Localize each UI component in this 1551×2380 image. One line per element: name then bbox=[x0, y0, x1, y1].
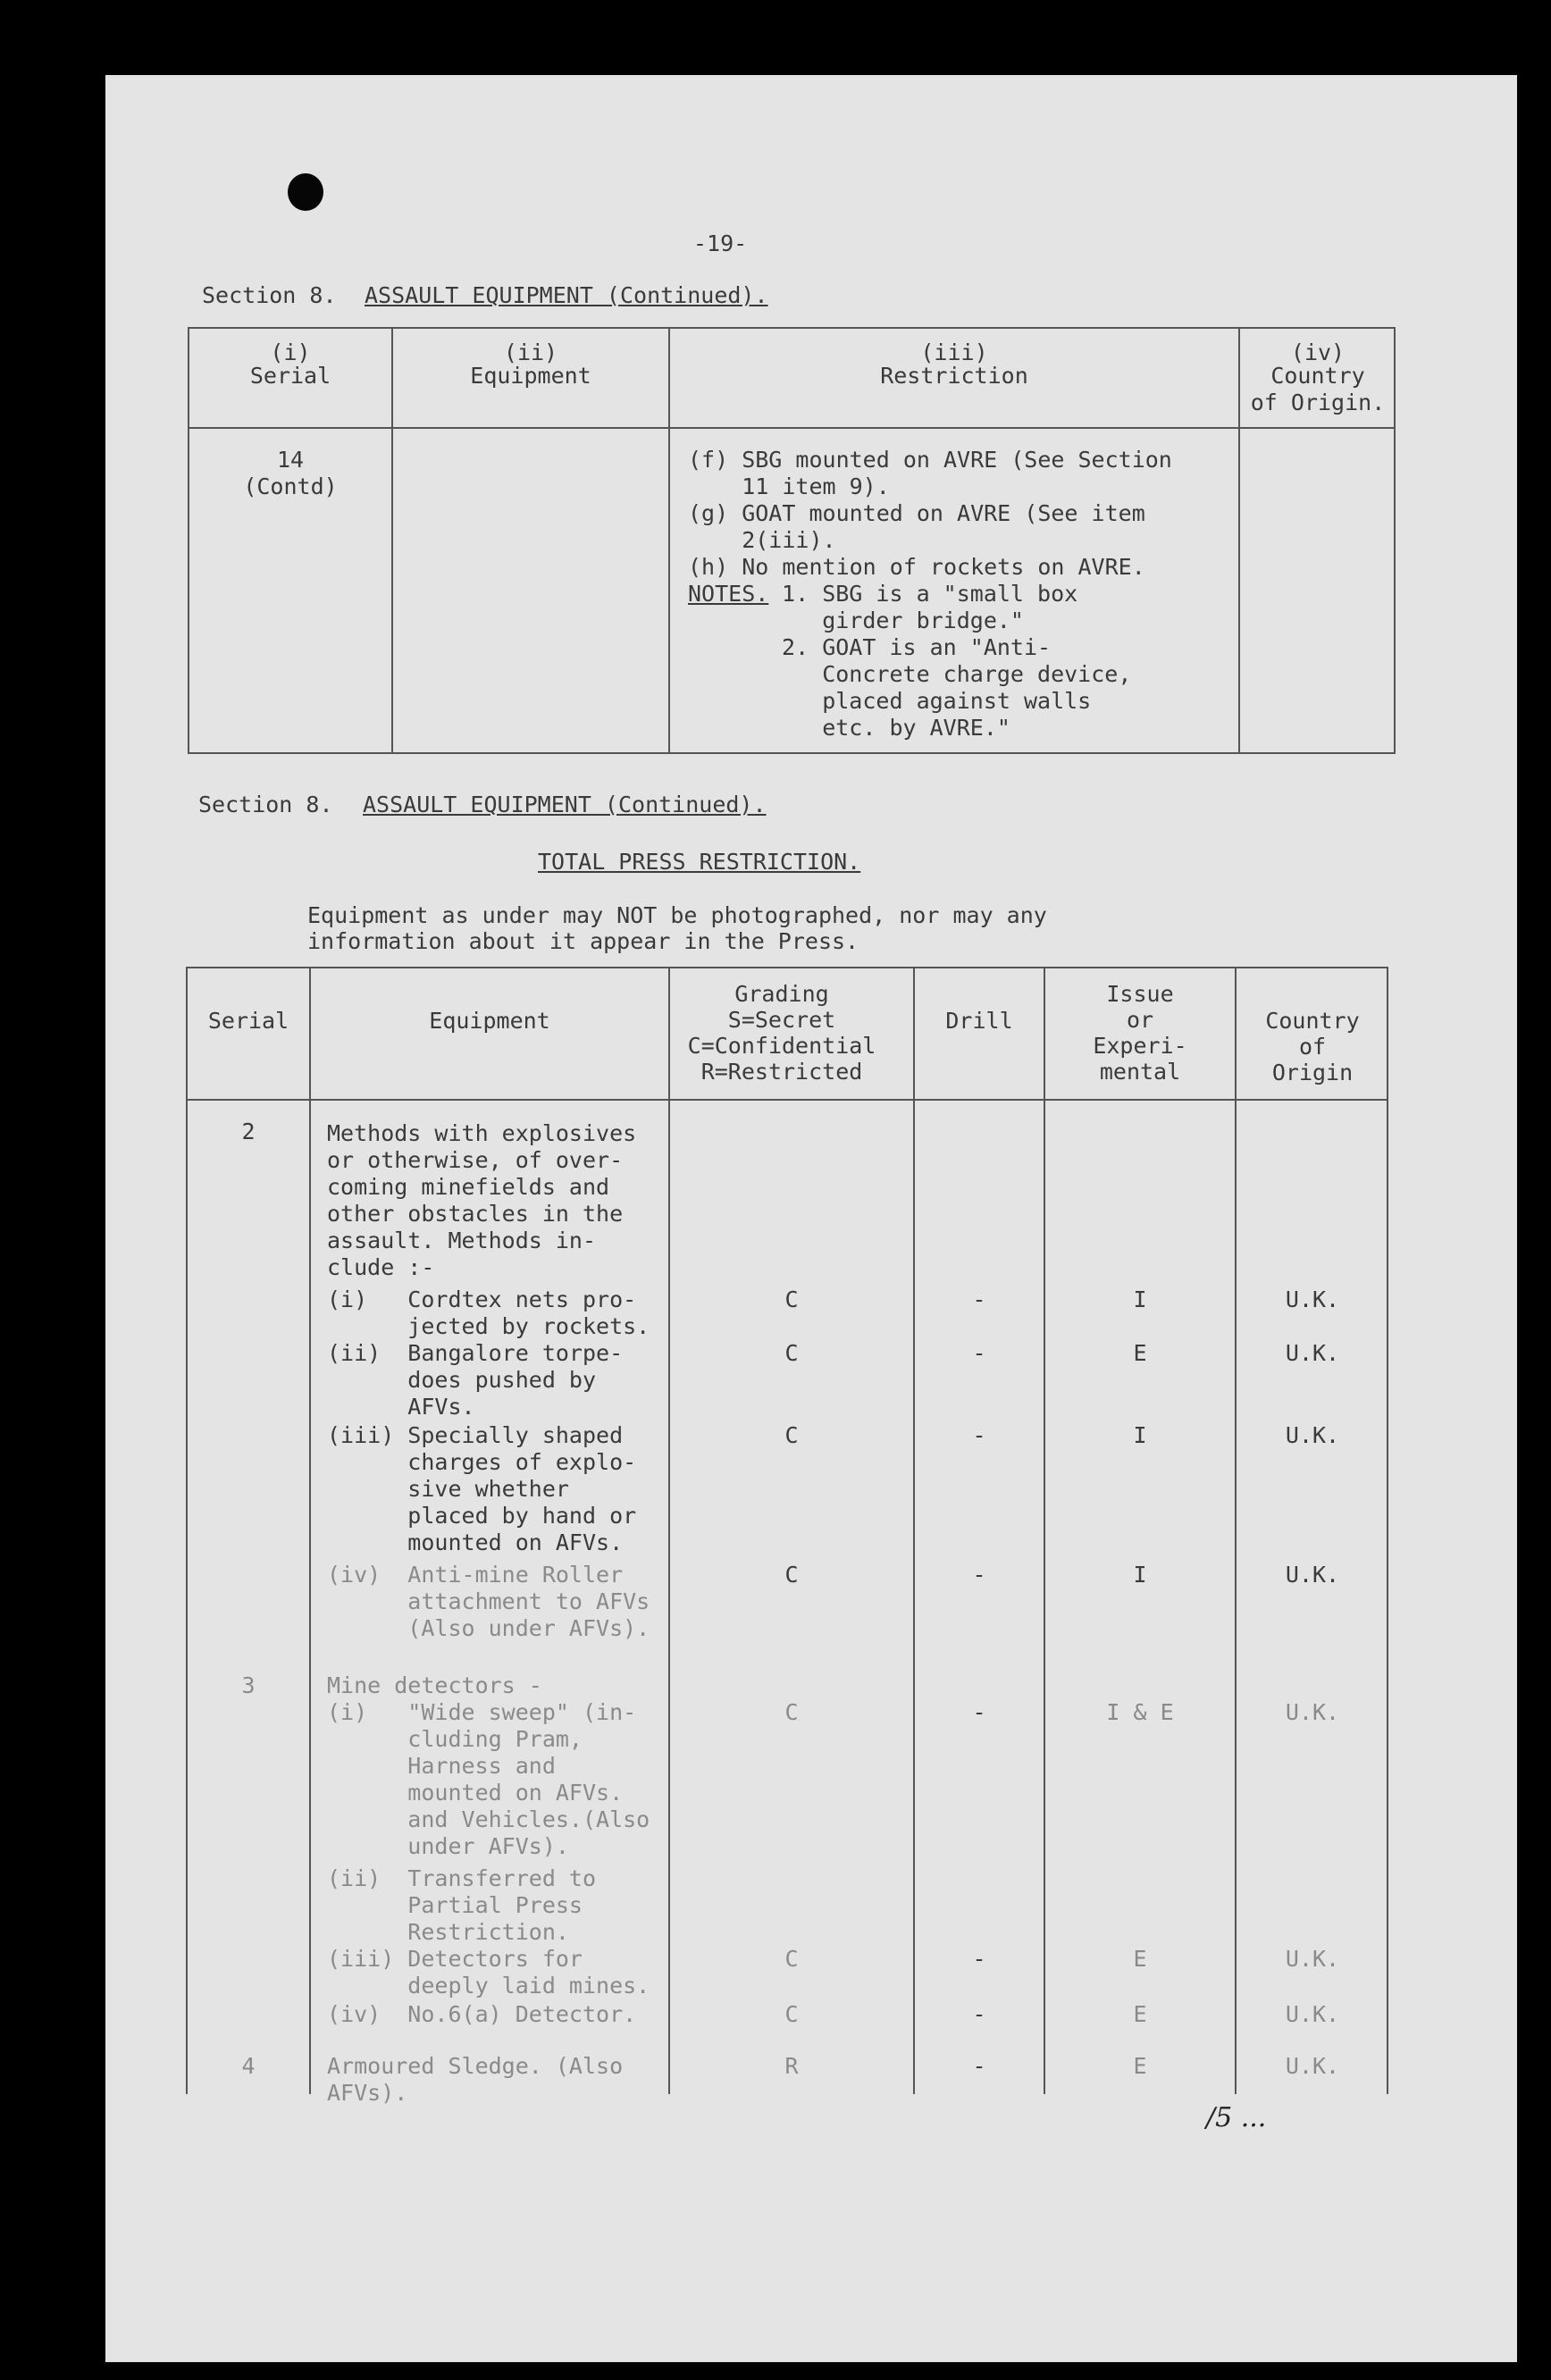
col-header-serial: Serial bbox=[207, 1008, 289, 1034]
issue-cell: I bbox=[1133, 1422, 1147, 1448]
col-num: (iii) bbox=[920, 339, 988, 365]
grading-cell: C bbox=[784, 1946, 799, 1972]
country-cell: U.K. bbox=[1285, 1562, 1340, 1588]
section-title: ASSAULT EQUIPMENT (Continued). bbox=[365, 282, 768, 308]
equipment-text: Methods with explosives or otherwise, of over- coming minefields and other obstacles in the assault. Methods in- clude :- bbox=[327, 1120, 637, 1280]
column-divider bbox=[668, 327, 670, 754]
country-cell: U.K. bbox=[1285, 1699, 1340, 1725]
column-divider bbox=[309, 967, 311, 2094]
header-divider bbox=[186, 1099, 1388, 1101]
col-num: (i) bbox=[270, 339, 311, 365]
page-number: -19- bbox=[693, 230, 748, 256]
drill-cell: - bbox=[972, 1946, 986, 1972]
section-subtitle: TOTAL PRESS RESTRICTION. bbox=[538, 849, 861, 875]
serial-cell: 2 bbox=[241, 1119, 256, 1144]
country-cell: U.K. bbox=[1285, 1340, 1340, 1366]
drill-cell: - bbox=[972, 1286, 986, 1312]
col-header-country: Country of Origin. bbox=[1250, 363, 1386, 415]
column-divider bbox=[913, 967, 915, 2094]
row-serial: 14 (Contd) bbox=[243, 447, 338, 499]
col-num: (iv) bbox=[1290, 339, 1346, 365]
serial-cell: 4 bbox=[241, 2053, 256, 2079]
grading-cell: C bbox=[784, 1286, 799, 1312]
country-cell: U.K. bbox=[1285, 1946, 1340, 1972]
column-divider bbox=[1044, 967, 1045, 2094]
country-cell: U.K. bbox=[1285, 2001, 1340, 2027]
column-divider bbox=[1235, 967, 1237, 2094]
issue-cell: E bbox=[1133, 1340, 1147, 1366]
intro-paragraph: Equipment as under may NOT be photographed, nor may any information about it appear in the Press. bbox=[307, 902, 1047, 954]
issue-cell: E bbox=[1133, 2001, 1147, 2027]
column-divider bbox=[668, 967, 670, 2094]
drill-cell: - bbox=[972, 2053, 986, 2079]
drill-cell: - bbox=[972, 1562, 986, 1588]
serial-cell: 3 bbox=[241, 1672, 256, 1698]
grading-cell: C bbox=[784, 2001, 799, 2027]
header-divider bbox=[188, 427, 1396, 429]
issue-cell: I bbox=[1133, 1286, 1147, 1312]
notes-text: 1. SBG is a "small box girder bridge." 2. GOAT is an "Anti- Concrete charge device, placed against walls etc. by AVRE." bbox=[782, 581, 1132, 741]
grading-cell: C bbox=[784, 1422, 799, 1448]
continuation-note: /5 ... bbox=[1206, 2102, 1267, 2133]
issue-cell: I & E bbox=[1106, 1699, 1174, 1725]
col-header-equipment: Equipment bbox=[429, 1008, 550, 1034]
restriction-text: (f) SBG mounted on AVRE (See Section 11 item 9). (g) GOAT mounted on AVRE (See item 2(iii). (h) No mention of rockets on AVRE. bbox=[688, 447, 1172, 580]
equipment-text: (ii) Transferred to Partial Press Restriction. bbox=[327, 1865, 597, 1945]
equipment-text: (iii) Specially shaped charges of explo- sive whether placed by hand or mounted on AFVs. bbox=[327, 1422, 637, 1555]
notes-label: NOTES. bbox=[688, 581, 769, 607]
equipment-text: Armoured Sledge. (Also AFVs). bbox=[327, 2053, 624, 2106]
drill-cell: - bbox=[972, 1422, 986, 1448]
section-label: Section 8. bbox=[198, 792, 333, 817]
grading-cell: R bbox=[784, 2053, 799, 2079]
col-header-drill: Drill bbox=[945, 1008, 1013, 1034]
drill-cell: - bbox=[972, 1699, 986, 1725]
equipment-text: (ii) Bangalore torpe- does pushed by AFVs. bbox=[327, 1340, 624, 1420]
equipment-text: (iv) Anti-mine Roller attachment to AFVs (Also under AFVs). bbox=[327, 1562, 650, 1641]
col-num: (ii) bbox=[503, 339, 558, 365]
col-header-restriction: Restriction bbox=[880, 363, 1028, 389]
punch-hole bbox=[288, 173, 323, 211]
col-header-issue: Issue or Experi- mental bbox=[1093, 981, 1187, 1085]
section-title: ASSAULT EQUIPMENT (Continued). bbox=[363, 792, 767, 817]
col-header-equipment: Equipment bbox=[470, 363, 591, 389]
grading-cell: C bbox=[784, 1699, 799, 1725]
section-label: Section 8. bbox=[202, 282, 337, 308]
drill-cell: - bbox=[972, 2001, 986, 2027]
country-cell: U.K. bbox=[1285, 1422, 1340, 1448]
equipment-text: (iv) No.6(a) Detector. bbox=[327, 2001, 637, 2027]
grading-header-text: Grading S=Secret C=Confidential R=Restricted bbox=[687, 981, 876, 1085]
col-header-serial: Serial bbox=[249, 363, 331, 389]
country-cell: U.K. bbox=[1285, 2053, 1340, 2079]
drill-cell: - bbox=[972, 1340, 986, 1366]
issue-cell: I bbox=[1133, 1562, 1147, 1588]
issue-cell: E bbox=[1133, 2053, 1147, 2079]
equipment-text: Mine detectors - (i) "Wide sweep" (in- cluding Pram, Harness and mounted on AFVs. and Vehicles.(Also under AFVs). bbox=[327, 1672, 650, 1859]
col-header-grading bbox=[684, 981, 879, 1085]
column-divider bbox=[391, 327, 393, 754]
col-header-country: Country of Origin bbox=[1265, 1008, 1360, 1085]
equipment-text: (i) Cordtex nets pro- jected by rockets. bbox=[327, 1286, 650, 1339]
grading-cell: C bbox=[784, 1340, 799, 1366]
issue-cell: E bbox=[1133, 1946, 1147, 1972]
country-cell: U.K. bbox=[1285, 1286, 1340, 1312]
equipment-text: (iii) Detectors for deeply laid mines. bbox=[327, 1946, 650, 1999]
grading-cell: C bbox=[784, 1562, 799, 1588]
